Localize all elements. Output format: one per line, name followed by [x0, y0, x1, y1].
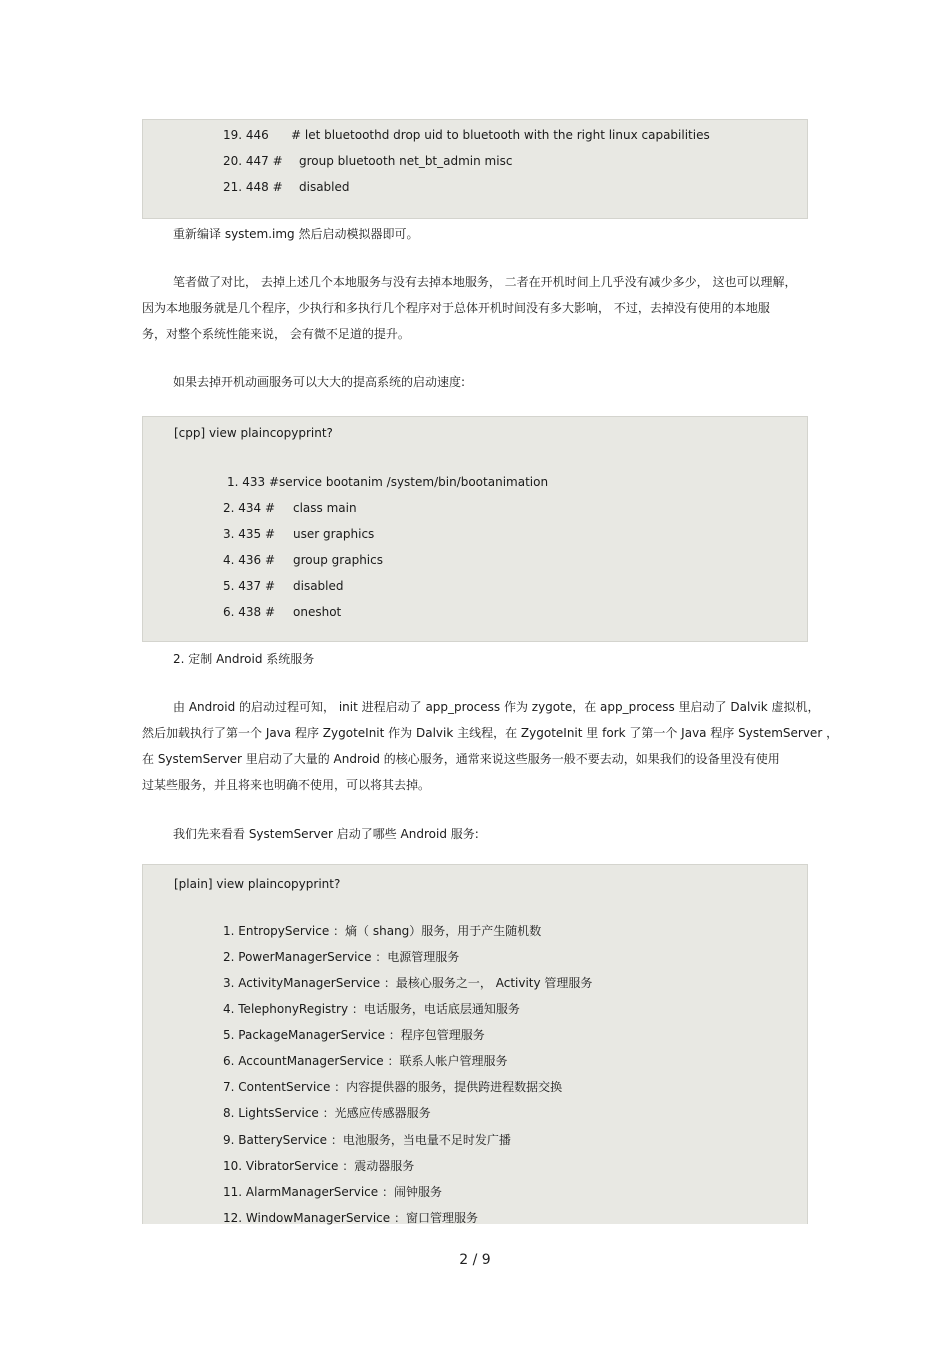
- code-line: 2. 434 # class main: [223, 501, 357, 515]
- service-item: 1. EntropyService ：熵（ shang）服务，用于产生随机数: [223, 924, 542, 938]
- paragraph-bootanim-intro: 如果去掉开机动画服务可以大大的提高系统的启动速度:: [173, 375, 466, 389]
- code-line: 6. 438 # oneshot: [223, 605, 342, 619]
- service-item: 12. WindowManagerService ：窗口管理服务: [223, 1211, 478, 1225]
- section-heading: 2. 定制 Android 系统服务: [173, 652, 315, 666]
- code-block-bluetooth: [142, 119, 808, 219]
- code-block-services: [142, 864, 808, 1224]
- page-number: 2 / 9: [459, 1252, 491, 1268]
- service-item: 6. AccountManagerService ：联系人帐户管理服务: [223, 1054, 508, 1068]
- service-item: 3. ActivityManagerService ：最核心服务之一， Activity 管理服务: [223, 976, 593, 990]
- code-header: [plain] view plaincopyprint?: [174, 877, 341, 891]
- code-line: 5. 437 # disabled: [223, 579, 344, 593]
- service-item: 2. PowerManagerService ：电源管理服务: [223, 950, 460, 964]
- code-line: 21. 448 # disabled: [223, 180, 350, 194]
- code-line: 20. 447 # group bluetooth net_bt_admin misc: [223, 154, 513, 168]
- code-block-bootanim: [142, 416, 808, 642]
- service-item: 10. VibratorService ：震动器服务: [223, 1159, 415, 1173]
- paragraph-comparison: 笔者做了对比， 去掉上述几个本地服务与没有去掉本地服务， 二者在开机时间上几乎没有减少多少， 这也可以理解， 因为本地服务就是几个程序，少执行和多执行几个程序对于总体开机时间没有多大影响， 不过，去掉没有使用的本地服 务，对整个系统性能来说， 会有微不足道的提升。: [142, 275, 797, 341]
- code-line: 1. 433 #service bootanim /system/bin/bootanimation: [227, 475, 549, 489]
- code-line: 3. 435 # user graphics: [223, 527, 375, 541]
- paragraph-android-startup: 由 Android 的启动过程可知， init 进程启动了 app_process 作为 zygote，在 app_process 里启动了 Dalvik 虚拟机， 然后加载执行了第一个 Java 程序 ZygoteInit 作为 Dalvik 主线程，在 ZygoteInit 里 fork 了第一个 Java 程序 SystemServer ， 在 SystemServer 里启动了大量的 Android 的核心服务，通常来说这些服务一般不要去动，如果我们的设备里没有使用 过某些服务，并且将来也明确不使用，可以将其去掉。: [142, 700, 839, 792]
- paragraph-recompile: 重新编译 system.img 然后启动模拟器即可。: [173, 227, 419, 241]
- code-header: [cpp] view plaincopyprint?: [174, 426, 333, 440]
- service-item: 8. LightsService ：光感应传感器服务: [223, 1106, 431, 1120]
- code-line: 19. 446 # let bluetoothd drop uid to bluetooth with the right linux capabilities: [223, 128, 710, 142]
- code-line: 4. 436 # group graphics: [223, 553, 383, 567]
- paragraph-systemserver-intro: 我们先来看看 SystemServer 启动了哪些 Android 服务:: [173, 827, 479, 841]
- service-item: 4. TelephonyRegistry ：电话服务，电话底层通知服务: [223, 1002, 520, 1016]
- service-item: 11. AlarmManagerService ：闹钟服务: [223, 1185, 442, 1199]
- service-item: 7. ContentService ：内容提供器的服务，提供跨进程数据交换: [223, 1080, 563, 1094]
- service-item: 5. PackageManagerService ：程序包管理服务: [223, 1028, 485, 1042]
- service-item: 9. BatteryService ：电池服务，当电量不足时发广播: [223, 1133, 511, 1147]
